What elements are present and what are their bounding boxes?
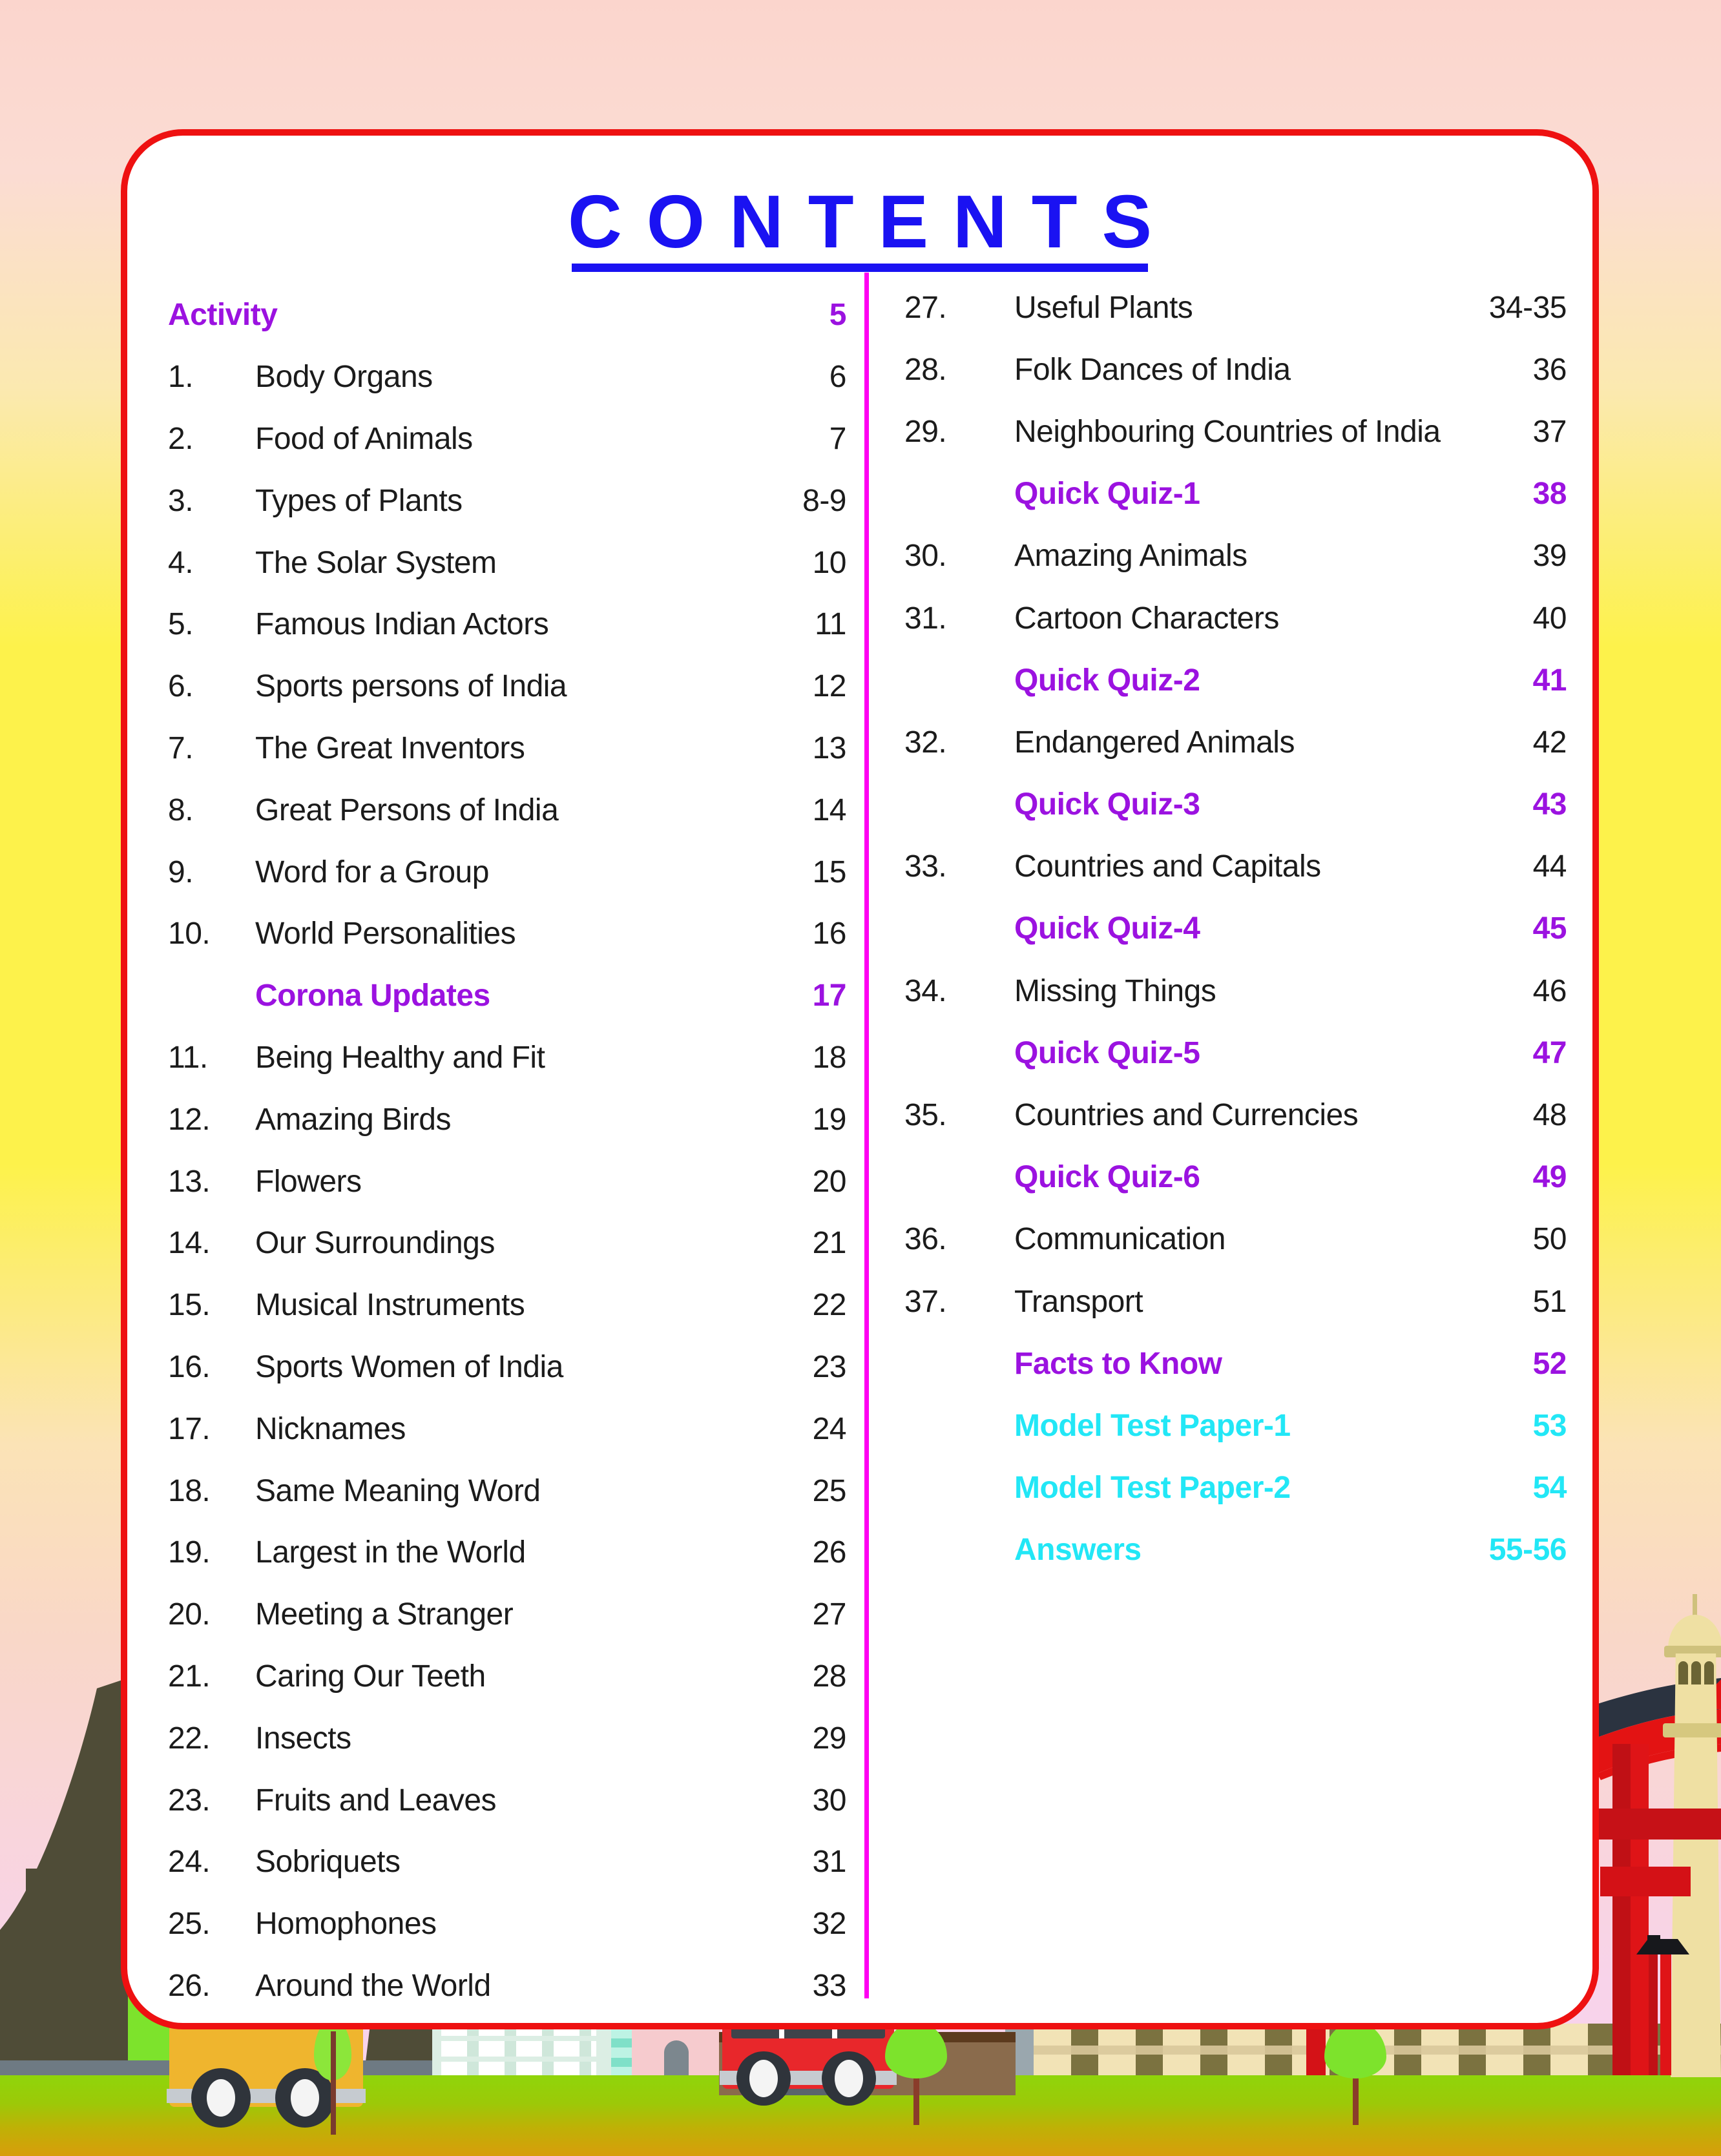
toc-entry-label: Meeting a Stranger [255,1597,514,1632]
toc-entry-label: Musical Instruments [255,1288,525,1323]
toc-entry-page: 15 [812,855,846,889]
toc-entry-page: 13 [812,731,846,765]
toc-entry-label: Homophones [255,1907,437,1942]
wheel-icon [736,2051,791,2106]
toc-left-column [168,284,846,2016]
toc-entry-number: 14. [168,1226,211,1261]
toc-row [904,1270,1567,1332]
toc-row [168,1769,846,1831]
toc-entry-page: 21 [812,1226,846,1261]
tree [885,2022,950,2125]
wheel-hub [749,2060,778,2097]
torii-crossbar [1599,1809,1721,1840]
toc-entry-page: 12 [812,669,846,704]
toc-entry-label: World Personalities [255,917,516,951]
toc-entry-label: Fruits and Leaves [255,1783,497,1818]
torii-post [1631,1744,1649,2075]
toc-entry-page: 42 [1532,725,1567,760]
toc-entry-label: Insects [255,1721,351,1756]
toc-row [904,649,1567,711]
toc-entry-number: 31. [904,601,947,636]
toc-row [168,1707,846,1769]
toc-row [904,1394,1567,1456]
toc-entry-label: Answers [1014,1533,1142,1568]
toc-entry-label: Sports Women of India [255,1349,563,1384]
toc-entry-label: Communication [1014,1222,1226,1257]
toc-entry-label: Sobriquets [255,1845,401,1880]
toc-entry-number: 34. [904,973,947,1008]
toc-row [904,774,1567,836]
toc-entry-page: 36 [1532,352,1567,387]
toc-entry-number: 2. [168,421,194,456]
toc-entry-page: 55-56 [1488,1533,1567,1568]
toc-entry-page: 20 [812,1164,846,1199]
toc-entry-label: The Great Inventors [255,731,525,765]
toc-entry-label: Being Healthy and Fit [255,1040,545,1075]
toc-row [168,346,846,408]
torii-lower-beam [1600,1867,1691,1896]
toc-row [168,1088,846,1150]
sapling-tree [314,2018,353,2135]
toc-entry-label: Amazing Birds [255,1102,451,1137]
toc-entry-number: 23. [168,1783,211,1818]
toc-entry-page: 22 [812,1288,846,1323]
toc-entry-number: 26. [168,1968,211,2003]
toc-row [168,1893,846,1955]
toc-entry-number: 11. [168,1040,208,1075]
toc-entry-label: Word for a Group [255,855,489,889]
toc-entry-number: 9. [168,855,194,889]
toc-entry-number: 24. [168,1845,211,1880]
toc-entry-label: Activity [168,298,278,333]
toc-row [904,1084,1567,1146]
toc-entry-page: 50 [1532,1222,1567,1257]
toc-entry-page: 14 [812,793,846,827]
toc-entry-number: 16. [168,1349,211,1384]
toc-entry-label: Endangered Animals [1014,725,1295,760]
toc-entry-label: Caring Our Teeth [255,1659,486,1694]
toc-entry-page: 28 [812,1659,846,1694]
toc-entry-label: Largest in the World [255,1535,526,1570]
tree-trunk [331,2031,336,2135]
contents-card [121,129,1599,2029]
toc-entry-number: 33. [904,849,947,884]
minaret-ledge [1663,1723,1721,1737]
toc-entry-label: Sports persons of India [255,669,567,704]
toc-entry-number: 27. [904,290,947,325]
toc-entry-label: Missing Things [1014,973,1216,1008]
toc-entry-label: Transport [1014,1284,1143,1319]
toc-entry-page: 16 [812,917,846,951]
minaret-window [1704,1661,1714,1684]
toc-entry-page: 30 [812,1783,846,1818]
toc-row [904,1146,1567,1208]
toc-row [168,1646,846,1708]
toc-entry-page: 49 [1532,1160,1567,1195]
red-post [1306,2024,1326,2077]
toc-entry-number: 21. [168,1659,211,1694]
toc-right-column [904,276,1567,1581]
toc-entry-label: Facts to Know [1014,1346,1222,1381]
torii-post [1612,1744,1631,2075]
toc-row [904,525,1567,587]
teal-building-stripe [611,2024,632,2077]
toc-entry-label: Quick Quiz-2 [1014,663,1200,698]
toc-row [168,1027,846,1089]
toc-row [904,1332,1567,1394]
toc-entry-label: Quick Quiz-3 [1014,787,1200,822]
toc-entry-label: Useful Plants [1014,290,1193,325]
toc-entry-number: 32. [904,725,947,760]
toc-entry-label: Flowers [255,1164,362,1199]
toc-entry-page: 24 [812,1411,846,1446]
toc-entry-page: 19 [812,1102,846,1137]
toc-entry-label: Neighbouring Countries of India [1014,414,1441,449]
column-divider [864,273,869,1998]
lamp-post [1660,1954,1671,2075]
toc-entry-number: 8. [168,793,194,827]
toc-entry-page: 23 [812,1349,846,1384]
toc-entry-number: 20. [168,1597,211,1632]
toc-entry-page: 18 [812,1040,846,1075]
toc-entry-label: Model Test Paper-2 [1014,1471,1291,1506]
toc-entry-page: 45 [1532,911,1567,946]
toc-entry-page: 40 [1532,601,1567,636]
toc-row [168,841,846,903]
toc-entry-number: 30. [904,539,947,574]
toc-entry-page: 34-35 [1488,290,1567,325]
toc-entry-label: Same Meaning Word [255,1473,541,1508]
toc-row [168,1831,846,1893]
toc-entry-number: 12. [168,1102,211,1137]
toc-row [904,463,1567,525]
toc-entry-label: Nicknames [255,1411,406,1446]
toc-row [904,711,1567,773]
tree-crown [885,2022,947,2078]
toc-entry-page: 29 [812,1721,846,1756]
toc-row [904,960,1567,1022]
toc-entry-label: Great Persons of India [255,793,559,827]
toc-row [904,836,1567,898]
toc-entry-page: 27 [812,1597,846,1632]
toc-entry-page: 5 [829,298,846,333]
toc-entry-page: 25 [812,1473,846,1508]
toc-row [168,532,846,594]
minaret-window [1678,1661,1688,1684]
toc-entry-label: Body Organs [255,360,433,395]
toc-entry-label: Countries and Capitals [1014,849,1321,884]
toc-entry-number: 15. [168,1288,211,1323]
toc-entry-label: Model Test Paper-1 [1014,1408,1291,1443]
toc-entry-number: 1. [168,360,194,395]
toc-entry-label: Countries and Currencies [1014,1098,1359,1133]
toc-entry-label: Food of Animals [255,421,473,456]
toc-entry-label: Quick Quiz-5 [1014,1035,1200,1070]
toc-entry-number: 36. [904,1222,947,1257]
toc-entry-page: 53 [1532,1408,1567,1443]
toc-row [904,1208,1567,1270]
toc-row [168,1336,846,1398]
toc-row [904,1457,1567,1519]
toc-entry-page: 8-9 [802,483,846,518]
toc-entry-number: 22. [168,1721,211,1756]
toc-entry-page: 48 [1532,1098,1567,1133]
toc-row [168,1955,846,2017]
toc-row [168,1584,846,1646]
toc-row [168,594,846,656]
toc-entry-number: 17. [168,1411,211,1446]
title-underline [572,264,1148,272]
toc-entry-number: 29. [904,414,947,449]
toc-entry-number: 25. [168,1907,211,1942]
toc-entry-number: 19. [168,1535,211,1570]
toc-entry-page: 10 [812,545,846,580]
toc-entry-number: 4. [168,545,194,580]
tree [1324,2022,1389,2125]
pink-building [632,2024,720,2077]
wheel-icon [822,2051,876,2106]
toc-entry-label: Folk Dances of India [1014,352,1291,387]
toc-row [168,1150,846,1212]
toc-entry-page: 7 [829,421,846,456]
toc-row [904,587,1567,649]
toc-row [904,400,1567,462]
toc-entry-number: 18. [168,1473,211,1508]
toc-entry-number: 3. [168,483,194,518]
toc-row [168,1274,846,1336]
toc-entry-label: Corona Updates [255,979,490,1013]
minaret-window [1691,1661,1701,1684]
toc-entry-label: Famous Indian Actors [255,607,549,642]
toc-entry-number: 7. [168,731,194,765]
toc-entry-page: 51 [1532,1284,1567,1319]
toc-entry-page: 17 [812,979,846,1013]
toc-entry-label: Cartoon Characters [1014,601,1279,636]
toc-entry-page: 41 [1532,663,1567,698]
toc-entry-page: 44 [1532,849,1567,884]
minaret-body [1671,1653,1721,2077]
toc-entry-label: Quick Quiz-4 [1014,911,1200,946]
toc-row [168,408,846,470]
toc-entry-number: 13. [168,1164,211,1199]
toc-entry-label: The Solar System [255,545,497,580]
building-windows [441,2029,596,2077]
toc-entry-page: 54 [1532,1471,1567,1506]
toc-entry-label: Amazing Animals [1014,539,1247,574]
toc-entry-number: 6. [168,669,194,704]
eiffel-arch-band [26,1869,128,1896]
toc-entry-page: 52 [1532,1346,1567,1381]
toc-entry-label: Quick Quiz-1 [1014,477,1200,512]
toc-entry-label: Around the World [255,1968,491,2003]
toc-entry-page: 43 [1532,787,1567,822]
toc-entry-page: 32 [812,1907,846,1942]
toc-entry-label: Quick Quiz-6 [1014,1160,1200,1195]
toc-entry-label: Our Surroundings [255,1226,495,1261]
toc-entry-page: 39 [1532,539,1567,574]
toc-entry-page: 11 [815,607,846,642]
toc-entry-label: Types of Plants [255,483,463,518]
toc-row [168,779,846,841]
wheel-hub [207,2079,235,2117]
lamp-post [1649,1954,1658,2075]
toc-entry-page: 46 [1532,973,1567,1008]
tree-crown [1324,2022,1386,2078]
toc-entry-page: 6 [829,360,846,395]
mint-building [432,2024,611,2077]
toc-row [904,1519,1567,1581]
toc-entry-number: 28. [904,352,947,387]
toc-entry-number: 10. [168,917,211,951]
toc-row [168,1212,846,1274]
arch-door [664,2040,689,2077]
toc-entry-number: 37. [904,1284,947,1319]
toc-entry-number: 5. [168,607,194,642]
toc-row [168,718,846,780]
toc-row [168,284,846,346]
toc-entry-number: 35. [904,1098,947,1133]
toc-entry-page: 33 [812,1968,846,2003]
toc-row [168,1522,846,1584]
toc-entry-page: 38 [1532,477,1567,512]
toc-row [904,338,1567,400]
toc-row [168,656,846,718]
toc-entry-page: 31 [812,1845,846,1880]
toc-row [168,903,846,965]
toc-row [168,1460,846,1522]
toc-entry-page: 47 [1532,1035,1567,1070]
toc-row [904,1022,1567,1084]
toc-row [168,1398,846,1460]
wheel-icon [191,2068,251,2128]
toc-entry-page: 37 [1532,414,1567,449]
wheel-hub [835,2060,863,2097]
toc-entry-page: 26 [812,1535,846,1570]
toc-row [904,898,1567,960]
toc-row [904,276,1567,338]
toc-row [168,470,846,532]
page-title: CONTENTS [568,180,1176,264]
toc-row [168,965,846,1027]
